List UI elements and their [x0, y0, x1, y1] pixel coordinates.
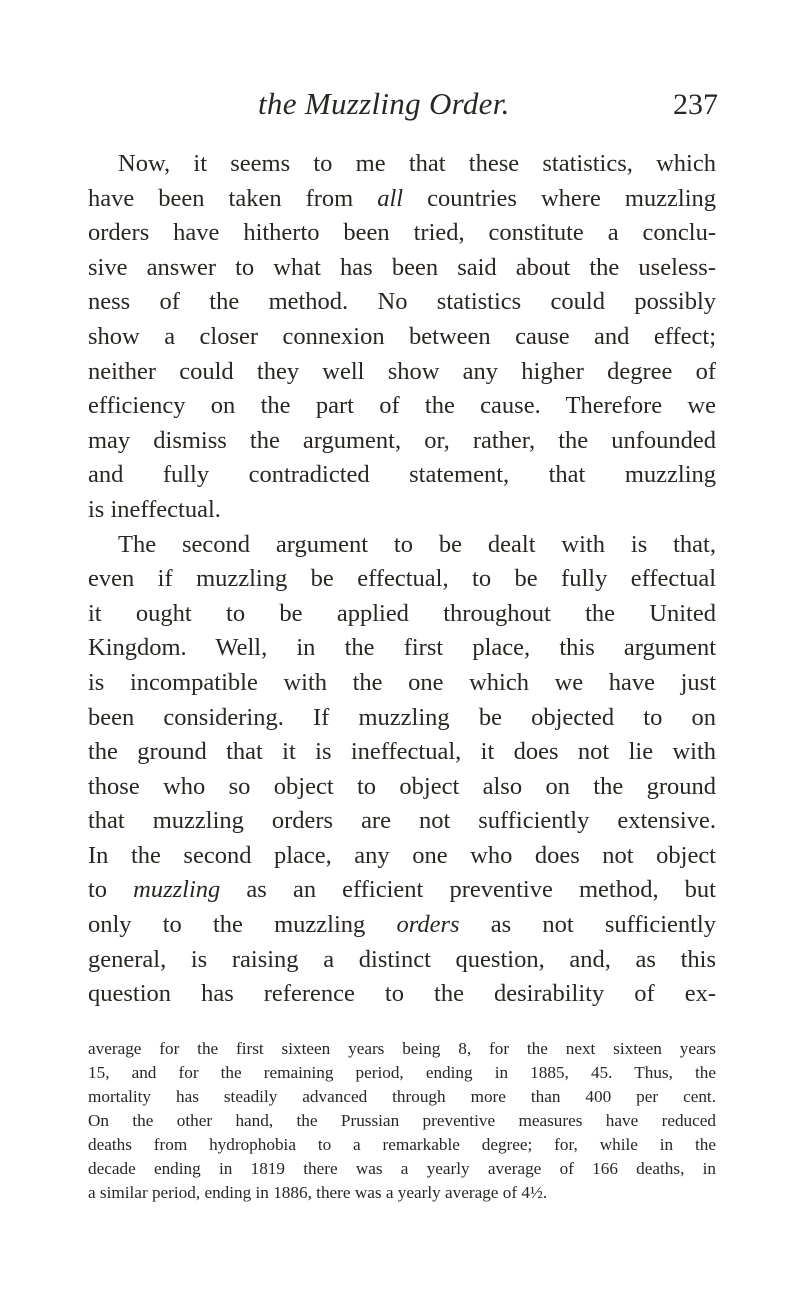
text-line: [88, 182, 716, 217]
text-line: sive answer to what has been said about the useless-: [88, 253, 716, 281]
text-line: In the second place, any one who does not object: [88, 841, 716, 869]
text-run: countries where muzzling: [403, 184, 716, 212]
text-line: efficiency on the part of the cause. Therefore we: [88, 392, 716, 420]
text-line: ness of the method. No statistics could possibly: [88, 288, 716, 316]
text-line: may dismiss the argument, or, rather, the unfounded: [88, 426, 716, 454]
page-number: 237: [673, 88, 718, 121]
body-text: [88, 147, 716, 1012]
text-run: only to the muzzling: [88, 911, 397, 939]
text-line: general, is raising a distinct question, and, as this: [88, 945, 716, 973]
footnote-line: a similar period, ending in 1886, there was a yearly average of 4½.: [88, 1183, 548, 1202]
text-line: neither could they well show any higher degree of: [88, 357, 716, 385]
footnote-line: decade ending in 1819 there was a yearly average of 166 deaths, in: [88, 1159, 716, 1178]
running-head: [258, 86, 718, 136]
text-line: [88, 873, 716, 908]
text-line: The second argument to be dealt with is that,: [118, 530, 716, 558]
text-line: Now, it seems to me that these statistics, which: [118, 150, 716, 177]
footnote-line: 15, and for the remaining period, ending in 1885, 45. Thus, the: [88, 1063, 716, 1082]
footnote-line: On the other hand, the Prussian preventive measures have reduced: [88, 1111, 716, 1130]
footnote-line: deaths from hydrophobia to a remarkable degree; for, while in the: [88, 1135, 716, 1154]
text-line: those who so object to object also on the ground: [88, 772, 716, 800]
text-line: even if muzzling be effectual, to be fully effectual: [88, 565, 716, 593]
text-run: as not sufficiently: [459, 911, 716, 939]
text-line: the ground that it is ineffectual, it does not lie with: [88, 738, 716, 766]
footnote-line: average for the first sixteen years being 8, for the next sixteen years: [88, 1039, 716, 1058]
text-line: show a closer connexion between cause and effect;: [88, 322, 716, 350]
text-run: have been taken from: [88, 184, 378, 212]
text-line: been considering. If muzzling be objected to on: [88, 703, 716, 731]
footnote-line: mortality has steadily advanced through more than 400 per cent.: [88, 1087, 716, 1106]
emphasis: muzzling: [133, 876, 221, 904]
text-line: Kingdom. Well, in the first place, this argument: [88, 634, 716, 662]
text-line: it ought to be applied throughout the United: [88, 599, 716, 627]
text-line: question has reference to the desirability of ex-: [88, 980, 716, 1008]
running-title: the Muzzling Order.: [258, 86, 510, 121]
text-line: is incompatible with the one which we have just: [88, 668, 716, 696]
text-line: orders have hitherto been tried, constitute a conclu-: [88, 219, 716, 247]
emphasis: orders: [396, 911, 460, 939]
paragraph-1: [88, 147, 716, 528]
text-line: that muzzling orders are not sufficiently extensive.: [88, 807, 716, 835]
text-run: as an efficient preventive method, but: [220, 876, 716, 904]
text-line: and fully contradicted statement, that muzzling: [88, 461, 716, 489]
text-run: to: [88, 876, 134, 904]
emphasis: all: [377, 184, 404, 212]
text-line: [88, 908, 716, 943]
text-line: is ineffectual.: [88, 495, 221, 523]
footnote: [88, 1037, 716, 1205]
paragraph-2: [88, 528, 716, 1012]
